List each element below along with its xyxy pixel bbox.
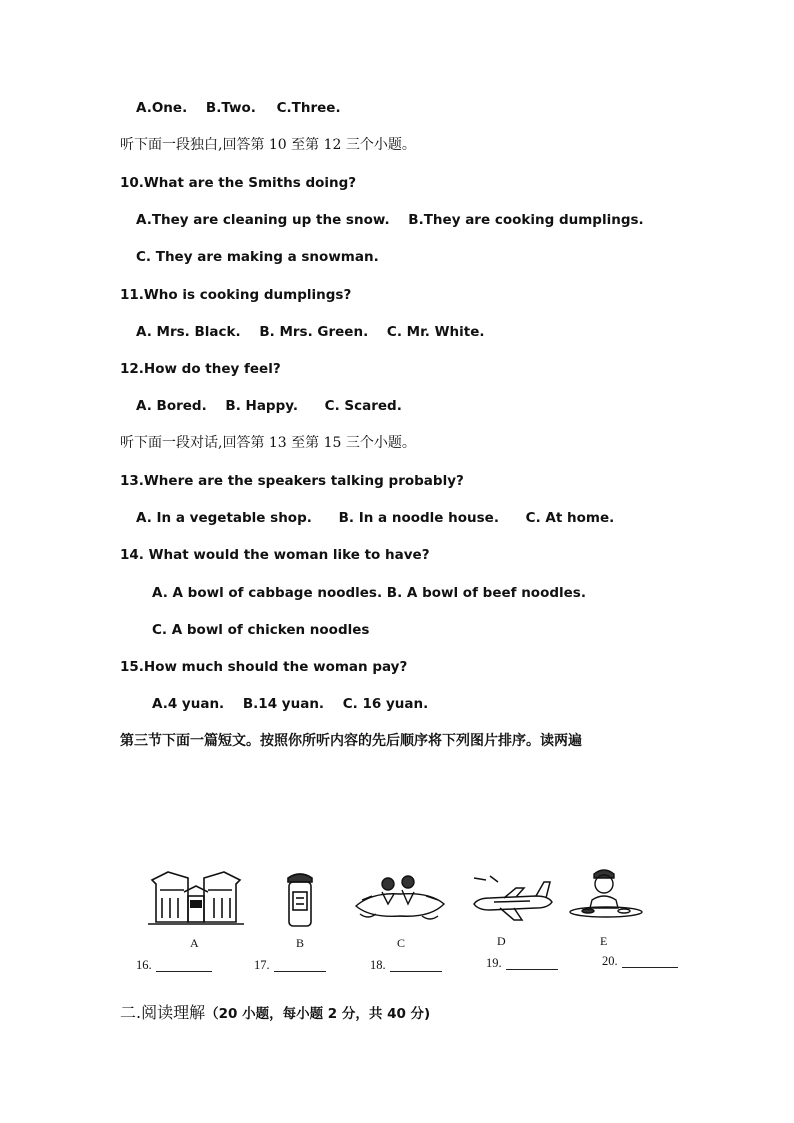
q10-question: 10.What are the Smiths doing?	[120, 175, 357, 191]
q13-options	[136, 509, 614, 527]
section2-title: 二.阅读理解	[120, 1003, 206, 1022]
answer-blank-18[interactable]	[370, 958, 442, 973]
answer-blank-19[interactable]	[486, 956, 558, 971]
section2-heading	[120, 1000, 430, 1023]
monologue-instruction: 听下面一段独白,回答第 10 至第 12 三个小题。	[120, 137, 416, 153]
answer-blank-20[interactable]	[602, 954, 678, 969]
airplane-picture	[470, 872, 556, 922]
q14-question: 14. What would the woman like to have?	[120, 547, 430, 563]
q9-option-a: A.One.	[136, 100, 188, 116]
q11-option-c: C. Mr. White.	[386, 324, 485, 340]
q10-option-a: A.They are cleaning up the snow.	[136, 212, 390, 228]
q13-option-b: B. In a noodle house.	[338, 510, 499, 526]
q11-option-a: A. Mrs. Black.	[136, 324, 241, 340]
q12-option-b: B. Happy.	[225, 398, 298, 414]
answer-blank-17[interactable]	[254, 958, 326, 973]
picture-label-e: E	[600, 934, 608, 948]
building-picture	[148, 866, 244, 928]
blank-number-18: 18.	[370, 958, 386, 972]
q15-option-a: A.4 yuan.	[152, 696, 225, 712]
q9-option-b: B.Two.	[205, 100, 256, 116]
q15-question: 15.How much should the woman pay?	[120, 659, 408, 675]
picture-label-b: B	[296, 936, 305, 950]
q12-option-c: C. Scared.	[324, 398, 402, 414]
children-picture	[352, 870, 448, 926]
q12-option-a: A. Bored.	[136, 398, 207, 414]
q10-options-ab	[136, 211, 644, 229]
q15-option-c: C. 16 yuan.	[342, 696, 429, 712]
q15-option-b: B.14 yuan.	[242, 696, 325, 712]
jar-picture	[284, 868, 316, 930]
q9-option-c: C.Three.	[276, 100, 341, 116]
q13-option-c: C. At home.	[525, 510, 615, 526]
q14-options-ab: A. A bowl of cabbage noodles. B. A bowl of beef noodles.	[152, 585, 586, 601]
q9-options	[136, 99, 341, 117]
picture-label-d: D	[497, 934, 506, 948]
q12-question: 12.How do they feel?	[120, 361, 281, 377]
section2-detail: （20 小题，每小题 2 分，共 40 分)	[205, 1006, 431, 1022]
answer-blank-16[interactable]	[136, 958, 212, 973]
dialogue-instruction: 听下面一段对话,回答第 13 至第 15 三个小题。	[120, 435, 416, 451]
blank-number-16: 16.	[136, 958, 152, 972]
q15-options	[152, 695, 428, 713]
blank-number-20: 20.	[602, 954, 618, 968]
boy-eating-picture	[566, 864, 646, 922]
q11-option-b: B. Mrs. Green.	[259, 324, 369, 340]
q13-question: 13.Where are the speakers talking probably?	[120, 473, 464, 489]
q13-option-a: A. In a vegetable shop.	[136, 510, 312, 526]
q14-option-c: C. A bowl of chicken noodles	[152, 622, 370, 638]
picture-label-a: A	[190, 936, 199, 950]
q12-options	[136, 397, 402, 415]
q10-option-b: B.They are cooking dumplings.	[408, 212, 644, 228]
blank-number-19: 19.	[486, 956, 502, 970]
blank-number-17: 17.	[254, 958, 270, 972]
q11-options	[136, 323, 485, 341]
picture-label-c: C	[397, 936, 406, 950]
section3-instruction: 第三节下面一篇短文。按照你所听内容的先后顺序将下列图片排序。读两遍	[120, 733, 582, 749]
q11-question: 11.Who is cooking dumplings?	[120, 287, 352, 303]
q10-option-c: C. They are making a snowman.	[136, 249, 379, 265]
